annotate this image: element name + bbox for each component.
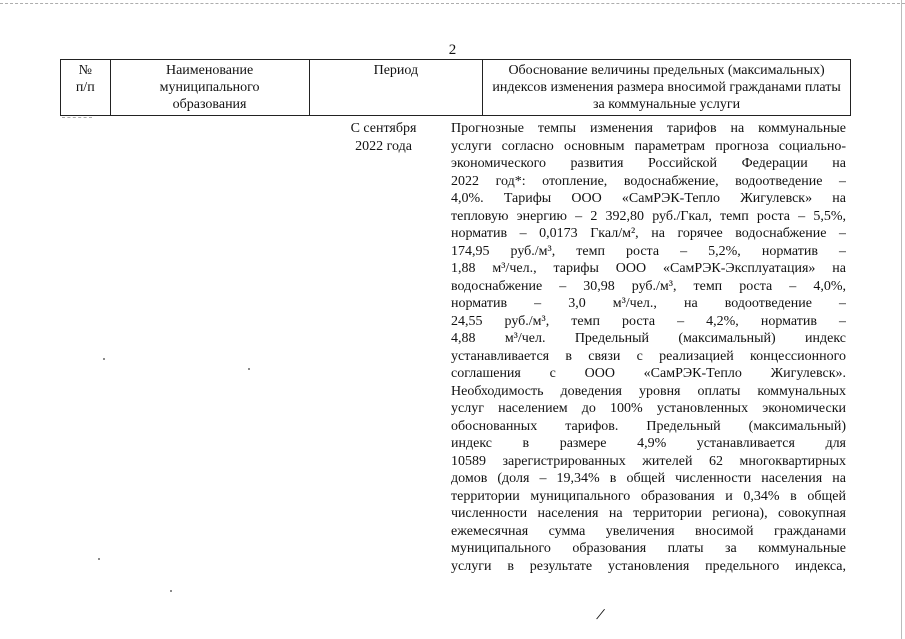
basis-line: норматив – 0,0173 Гкал/м², на горячее водоснабжение – xyxy=(451,226,846,241)
basis-line: 4,88 м³/чел. Предельный (максимальный) индекс xyxy=(451,331,846,346)
scan-dot xyxy=(103,358,105,360)
basis-line: индекс в размере 4,9% устанавливается для xyxy=(451,436,846,451)
basis-line: услуг населением до 100% установленных экономически xyxy=(451,401,846,416)
period-line-1: С сентября xyxy=(350,121,417,136)
basis-line: устанавливается в связи с реализацией концессионного xyxy=(451,348,846,364)
header-basis-column: Обоснование величины предельных (максимальных) индексов изменения размера вносимой гражданами платы за коммунальные услуги xyxy=(483,60,851,116)
basis-line: численности населения на территории региона), совокупная xyxy=(451,506,846,521)
pen-mark: / xyxy=(594,603,607,625)
page-number: 2 xyxy=(448,42,457,58)
header-name-column: Наименование муниципального образования xyxy=(110,60,309,116)
basis-line: соглашения с ООО «СамРЭК-Тепло Жигулевск». xyxy=(451,366,846,381)
scan-edge-top xyxy=(0,3,905,6)
scan-edge-right xyxy=(901,0,902,639)
basis-line: обоснованных тарифов. Предельный (максимальный) xyxy=(451,418,846,434)
table-header xyxy=(60,59,851,116)
basis-line: 174,95 руб./м³, темп роста – 5,2%, норматив – xyxy=(451,243,846,259)
basis-line: услуги согласно основным параметрам прогноза социально- xyxy=(451,138,846,154)
header-number-column: № п/п xyxy=(61,60,111,116)
basis-line: муниципального образования платы за коммунальные xyxy=(451,541,846,556)
basis-line: 24,55 руб./м³, темп роста – 4,2%, норматив – xyxy=(451,313,846,329)
basis-line: 1,88 м³/чел., тарифы ООО «СамРЭК-Эксплуатация» на xyxy=(451,261,846,276)
basis-line: норматив – 3,0 м³/чел., на водоотведение – xyxy=(451,296,846,311)
basis-line: 10589 зарегистрированных жителей 62 многоквартирных xyxy=(451,453,846,469)
basis-line: водоснабжение – 30,98 руб./м³, темп роста – 4,0%, xyxy=(451,278,846,294)
scan-dot xyxy=(248,368,250,370)
basis-line: экономического развития Российской Федерации на xyxy=(451,156,846,171)
period-cell xyxy=(298,120,469,155)
basis-line: Прогнозные темпы изменения тарифов на коммунальные xyxy=(451,121,846,136)
basis-line: Необходимость доведения уровня оплаты коммунальных xyxy=(451,383,846,399)
basis-line: услуги в результате установления предельного индекса, xyxy=(451,558,846,574)
scan-dot xyxy=(98,558,100,560)
scan-dot xyxy=(170,590,172,592)
period-line-2: 2022 года xyxy=(355,138,412,154)
basis-line: 2022 год*: отопление, водоснабжение, водоотведение – xyxy=(451,173,846,189)
basis-line: 4,0%. Тарифы ООО «СамРЭК-Тепло Жигулевск» на xyxy=(451,191,846,206)
basis-line: тепловую энергию – 2 392,80 руб./Гкал, темп роста – 5,5%, xyxy=(451,208,846,224)
basis-text xyxy=(451,120,846,575)
scan-marks xyxy=(62,117,92,120)
basis-line: домов (доля – 19,34% в общей численности населения на xyxy=(451,471,846,486)
basis-line: ежемесячная сумма увеличения вносимой гражданами xyxy=(451,523,846,539)
basis-line: территории муниципального образования и 0,34% в общей xyxy=(451,488,846,504)
header-period-column: Период xyxy=(309,60,483,116)
